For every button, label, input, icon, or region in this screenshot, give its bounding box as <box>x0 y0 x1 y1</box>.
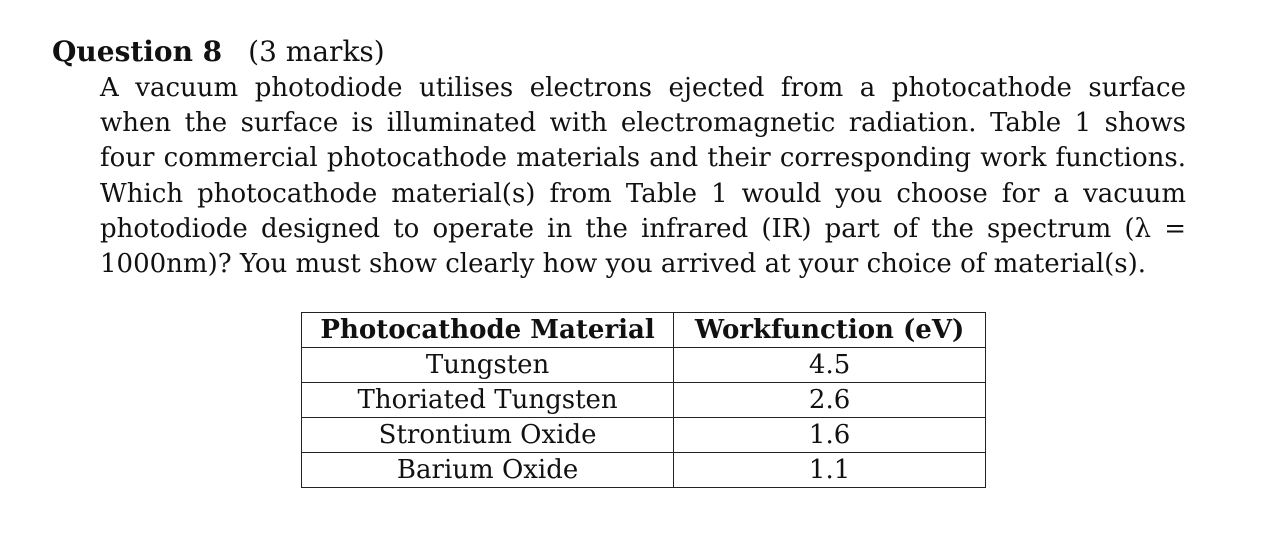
header-material: Photocathode Material <box>302 313 674 348</box>
question-label: Question 8 <box>52 35 223 68</box>
table-row <box>302 383 986 418</box>
question-body: A vacuum photodiode utilises electrons ejected from a photocathode surface when the surface is illuminated with electromagnetic radiation. Table 1 shows four commercial photocathode materials and their corresponding work functions. Which photocathode material(s) from Table 1 would you choose for a vacuum photodiode designed to operate in the infrared (IR) part of the spectrum (λ = 1000nm)? You must show clearly how you arrived at your choice of material(s). <box>100 73 1186 280</box>
question-marks: (3 marks) <box>248 35 385 68</box>
workfunction-table <box>301 312 986 488</box>
cell-workfunction: 2.6 <box>674 383 986 418</box>
header-workfunction: Workfunction (eV) <box>674 313 986 348</box>
table-row <box>302 418 986 453</box>
cell-material: Barium Oxide <box>302 453 674 488</box>
cell-material: Strontium Oxide <box>302 418 674 453</box>
cell-workfunction: 4.5 <box>674 348 986 383</box>
table-header-row <box>302 313 986 348</box>
cell-material: Thoriated Tungsten <box>302 383 674 418</box>
cell-workfunction: 1.6 <box>674 418 986 453</box>
question-header <box>52 35 385 69</box>
table-row <box>302 453 986 488</box>
cell-material: Tungsten <box>302 348 674 383</box>
cell-workfunction: 1.1 <box>674 453 986 488</box>
table-row <box>302 348 986 383</box>
